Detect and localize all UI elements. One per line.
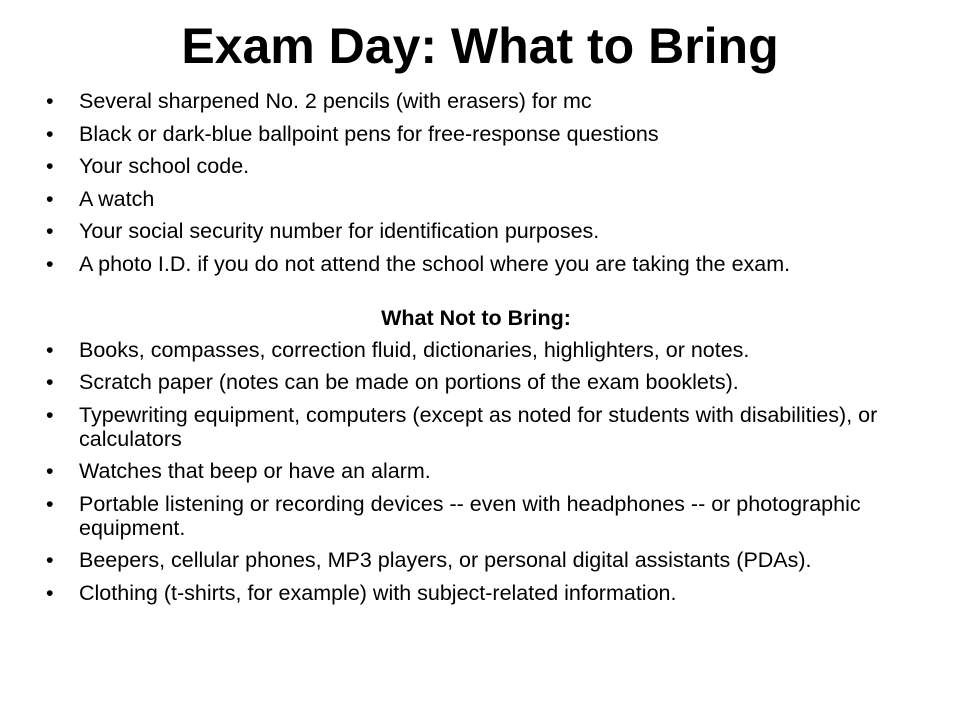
not-bring-list-item bbox=[46, 403, 906, 451]
not-bring-list-item bbox=[46, 581, 906, 605]
bullet-icon: • bbox=[46, 548, 54, 572]
not-bring-list-item bbox=[46, 370, 906, 394]
bring-item-text: Your social security number for identification purposes. bbox=[79, 219, 600, 243]
not-bring-item-text: Portable listening or recording devices -- even with headphones -- or photographic equipment. bbox=[79, 491, 861, 540]
bring-list-item bbox=[46, 252, 906, 276]
bring-item-text: Your school code. bbox=[79, 154, 250, 178]
bring-list-item bbox=[46, 122, 906, 146]
not-bring-item-text: Watches that beep or have an alarm. bbox=[79, 459, 431, 483]
bullet-icon: • bbox=[46, 491, 54, 516]
not-bring-item-text: Books, compasses, correction fluid, dictionaries, highlighters, or notes. bbox=[79, 337, 750, 362]
bullet-icon: • bbox=[46, 89, 54, 113]
bullet-icon: • bbox=[46, 337, 54, 362]
bring-item-text: A watch bbox=[79, 186, 155, 211]
bullet-icon: • bbox=[46, 186, 54, 211]
slide-content bbox=[46, 89, 906, 613]
bring-list bbox=[46, 89, 906, 276]
not-bring-item-text: Typewriting equipment, computers (except as noted for students with disabilities), or calculators bbox=[79, 402, 878, 451]
bullet-icon: • bbox=[46, 402, 54, 427]
not-bring-list-item bbox=[46, 548, 906, 572]
not-bring-heading: What Not to Bring: bbox=[381, 305, 571, 330]
not-bring-list-item bbox=[46, 338, 906, 362]
bring-item-text: Several sharpened No. 2 pencils (with erasers) for mc bbox=[79, 89, 592, 113]
not-bring-item-text: Beepers, cellular phones, MP3 players, or personal digital assistants (PDAs). bbox=[79, 548, 812, 572]
bullet-icon: • bbox=[46, 154, 54, 178]
bullet-icon: • bbox=[46, 121, 54, 146]
bullet-icon: • bbox=[46, 219, 54, 243]
bring-list-item bbox=[46, 89, 906, 113]
not-bring-item-text: Scratch paper (notes can be made on portions of the exam booklets). bbox=[79, 370, 739, 394]
bring-list-item bbox=[46, 187, 906, 211]
not-bring-list bbox=[46, 338, 906, 605]
not-bring-item-text: Clothing (t-shirts, for example) with subject-related information. bbox=[79, 580, 677, 605]
bullet-icon: • bbox=[46, 370, 54, 394]
bring-item-text: Black or dark-blue ballpoint pens for free-response questions bbox=[79, 121, 659, 146]
bring-item-text: A photo I.D. if you do not attend the school where you are taking the exam. bbox=[79, 251, 791, 276]
bring-list-item bbox=[46, 219, 906, 243]
bullet-icon: • bbox=[46, 251, 54, 276]
slide-title: Exam Day: What to Bring bbox=[181, 18, 779, 74]
bullet-icon: • bbox=[46, 459, 54, 483]
bring-list-item bbox=[46, 154, 906, 178]
not-bring-list-item bbox=[46, 492, 906, 540]
not-bring-list-item bbox=[46, 459, 906, 483]
bullet-icon: • bbox=[46, 580, 54, 605]
